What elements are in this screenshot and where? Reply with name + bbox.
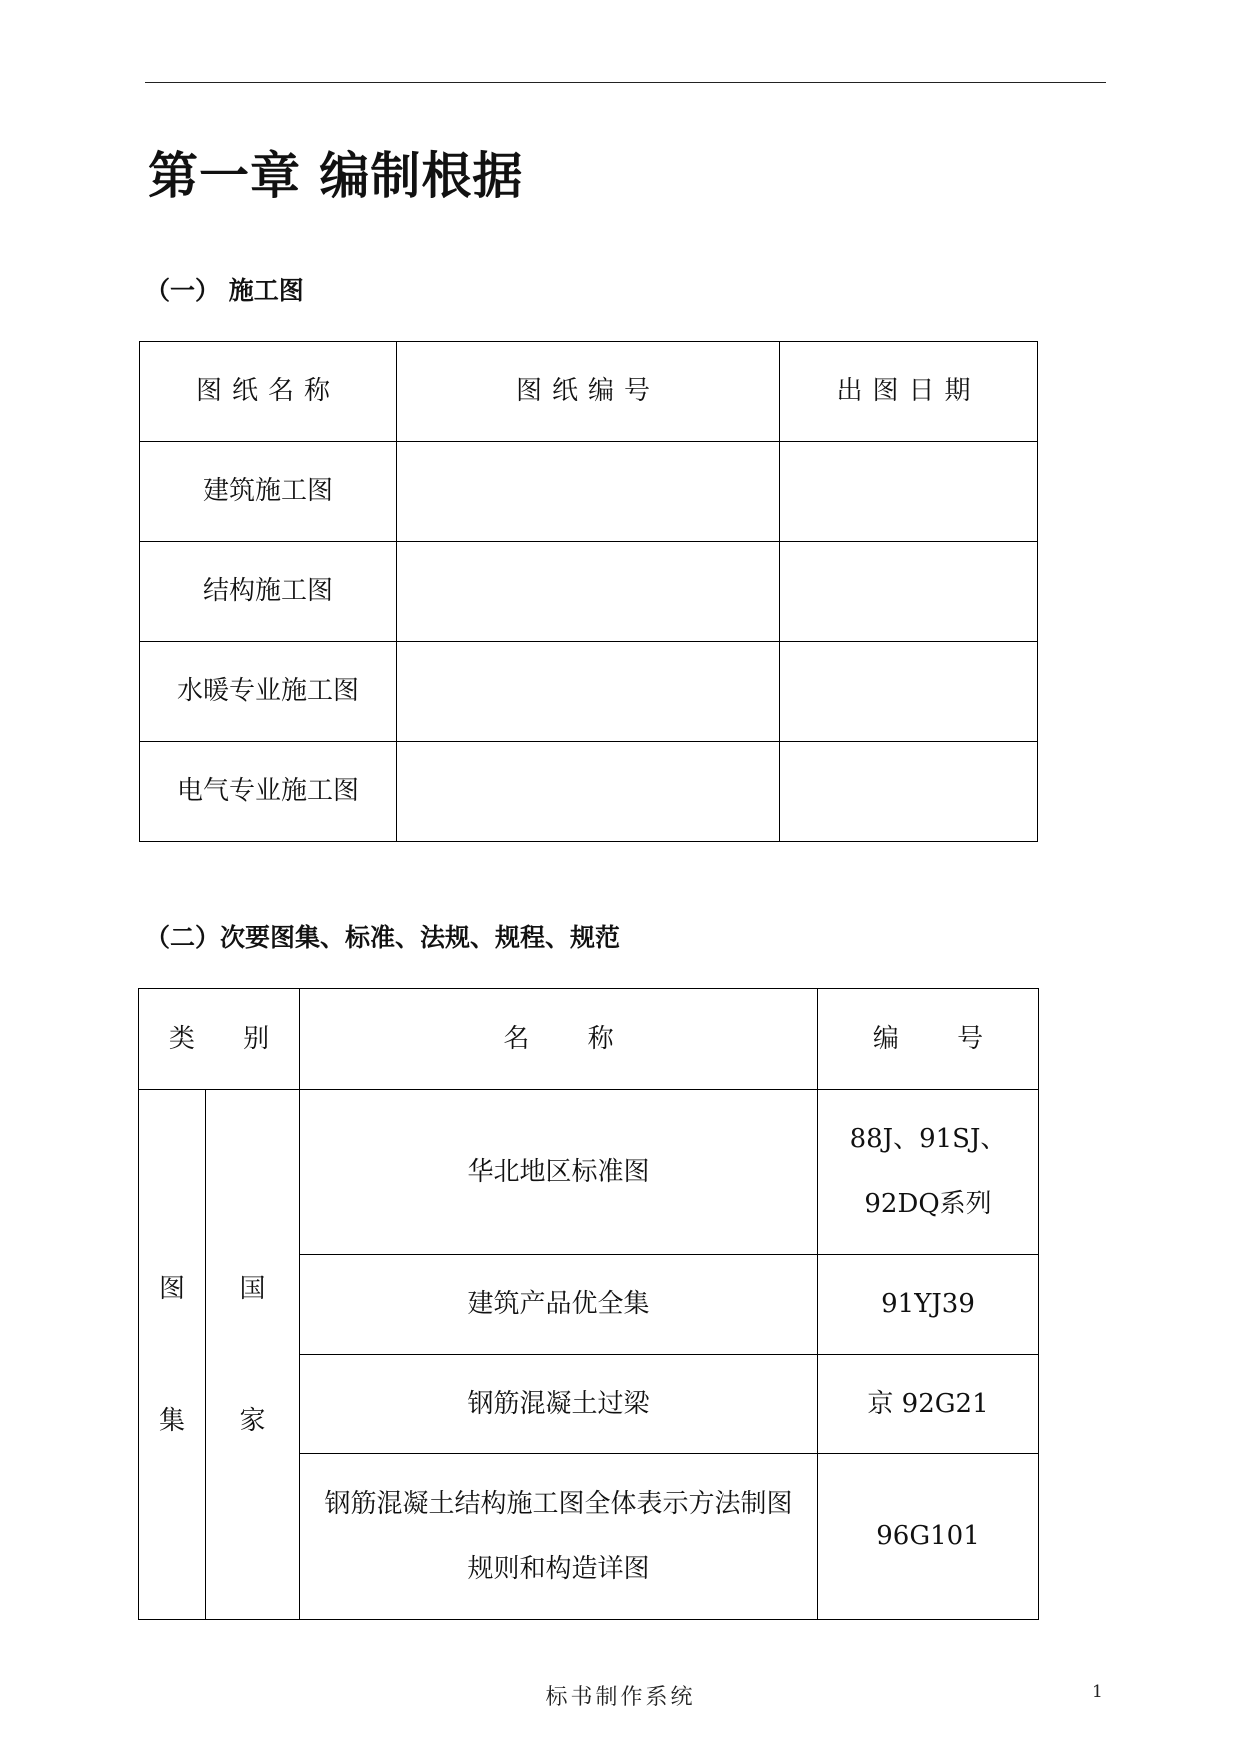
column-header-drawing-name: 图纸名称 [140, 342, 397, 442]
page-number: 1 [1092, 1682, 1103, 1702]
category-sub-cell [206, 1090, 300, 1620]
drawing-number-cell [397, 642, 780, 742]
standards-table [138, 988, 1039, 1620]
table-header-row [140, 342, 1038, 442]
drawing-name-cell: 建筑施工图 [140, 442, 397, 542]
table-row [140, 742, 1038, 842]
category-main-char: 集 [158, 1405, 185, 1436]
table-row [140, 542, 1038, 642]
table-row [139, 1090, 1039, 1255]
column-header-category [139, 989, 300, 1090]
standard-name-cell: 钢筋混凝土过梁 [300, 1355, 818, 1454]
drawing-name-cell: 结构施工图 [140, 542, 397, 642]
drawing-number-cell [397, 742, 780, 842]
category-main-cell [139, 1090, 206, 1620]
table-row [140, 642, 1038, 742]
column-header-issue-date: 出图日期 [780, 342, 1038, 442]
section-heading-drawings: （一） 施工图 [145, 276, 304, 305]
drawing-number-cell [397, 542, 780, 642]
issue-date-cell [780, 642, 1038, 742]
chapter-title: 第一章 编制根据 [148, 147, 524, 205]
drawing-number-cell [397, 442, 780, 542]
issue-date-cell [780, 742, 1038, 842]
standard-number-cell: 88J、91SJ、92DQ系列 [818, 1090, 1039, 1255]
header-rule [145, 82, 1106, 83]
name-header-text: 名 称 [503, 1023, 614, 1054]
issue-date-cell [780, 542, 1038, 642]
standard-name-cell: 华北地区标准图 [300, 1090, 818, 1255]
standard-name-cell: 钢筋混凝土结构施工图全体表示方法制图规则和构造详图 [300, 1454, 818, 1620]
standard-number-cell: 91YJ39 [818, 1255, 1039, 1355]
table-header-row [139, 989, 1039, 1090]
category-sub-char: 国 [239, 1273, 266, 1304]
category-sub-char: 家 [239, 1405, 266, 1436]
column-header-drawing-number: 图纸编号 [397, 342, 780, 442]
standard-number-cell: 96G101 [818, 1454, 1039, 1620]
drawing-name-cell: 水暖专业施工图 [140, 642, 397, 742]
standard-number-cell: 京 92G21 [818, 1355, 1039, 1454]
standard-name-cell: 建筑产品优全集 [300, 1255, 818, 1355]
column-header-name [300, 989, 818, 1090]
drawings-table [139, 341, 1038, 842]
drawing-name-cell: 电气专业施工图 [140, 742, 397, 842]
category-main-char: 图 [158, 1273, 185, 1304]
issue-date-cell [780, 442, 1038, 542]
number-header-text: 编 号 [872, 1023, 984, 1054]
column-header-number [818, 989, 1039, 1090]
category-header-text: 类 别 [168, 1023, 270, 1054]
section-heading-standards: （二）次要图集、标准、法规、规程、规范 [145, 923, 621, 952]
footer-text: 标书制作系统 [545, 1685, 696, 1710]
table-row [140, 442, 1038, 542]
